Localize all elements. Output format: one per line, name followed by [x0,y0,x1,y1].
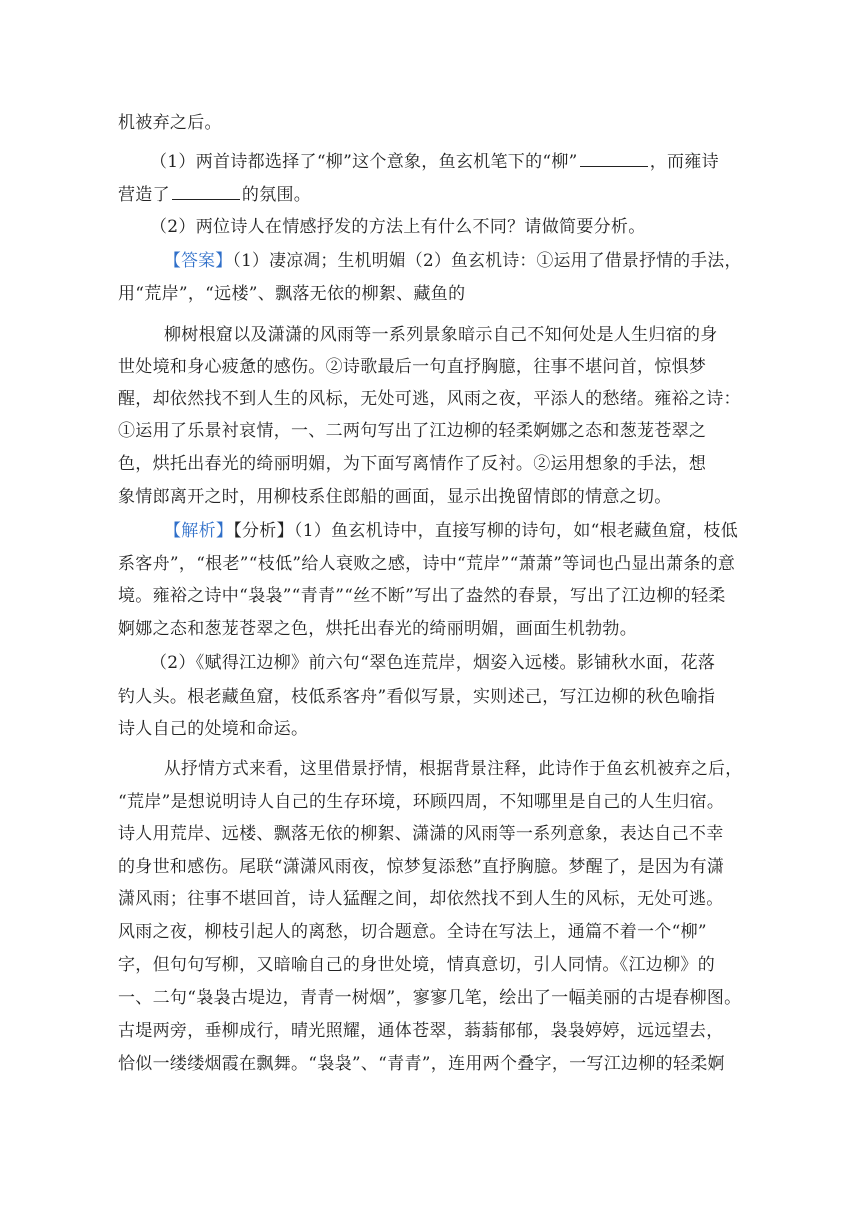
text-line: 古堤两旁，垂柳成行，晴光照耀，通体苍翠，蓊蓊郁郁，袅袅婷婷，远远望去， [118,1021,724,1041]
analysis-tag: 【解析】 [164,521,234,541]
text-line: 醒，却依然找不到人生的风标，无处可逃，风雨之夜，平添人的愁绪。雍裕之诗： [118,389,741,409]
answer-tag: 【答案】 [164,251,233,271]
answer-blank[interactable] [172,198,240,200]
text-line: 的身世和感伤。尾联“潇潇风雨夜，惊梦复添愁”直抒胸臆。梦醒了，是因为有潇 [118,857,725,877]
text-line: 系客舟”，“根老”“枝低”给人衰败之感，诗中“荒岸”“萧萧”等词也凸显出萧条的意 [118,554,736,574]
text-line: ①运用了乐景衬哀情，一、二两句写出了江边柳的轻柔婀娜之态和葱茏苍翠之 [118,421,707,441]
text-segment: （1）两首诗都选择了“柳”这个意象，鱼玄机笔下的“柳” [150,152,578,172]
text-line: 世处境和身心疲惫的感伤。②诗歌最后一句直抒胸臆，往事不堪问首，惊惧梦 [118,357,707,377]
text-line: 一、二句“袅袅古堤边，青青一树烟”，寥寥几笔，绘出了一幅美丽的古堤春柳图。 [118,988,742,1008]
text-line: （2）《赋得江边柳》前六句“翠色连荒岸，烟姿入远楼。影铺秋水面，花落 [150,653,716,673]
text-segment: 营造了 [118,185,170,205]
text-line: 恰似一缕缕烟霞在飘舞。“袅袅”、“青青”，连用两个叠字，一写江边柳的轻柔婀 [118,1054,725,1074]
text-line: 境。雍裕之诗中“袅袅”“青青”“丝不断”写出了盎然的春景，写出了江边柳的轻柔 [118,586,726,606]
question-1 [150,147,719,172]
text-segment: 【分析】（1）鱼玄机诗中，直接写柳的诗句，如“根老藏鱼窟，枝低 [233,521,739,541]
text-line: 从抒情方式来看，这里借景抒情，根据背景注释，此诗作于鱼玄机被弃之后， [164,759,743,779]
text-line: 色，烘托出春光的绮丽明媚，为下面写离情作了反衬。②运用想象的手法，想 [118,454,707,474]
text-line: 钓人头。根老藏鱼窟，枝低系客舟”看似写景，实则述己，写江边柳的秋色喻指 [118,687,716,707]
question-2: （2）两位诗人在情感抒发的方法上有什么不同？请做简要分析。 [150,217,646,237]
text-line: 柳树根窟以及潇潇的风雨等一系列景象暗示自己不知何处是人生归宿的身 [164,325,718,345]
analysis-line [164,516,738,541]
text-line: “荒岸”是想说明诗人自己的生存环境，环顾四周，不知哪里是自己的人生归宿。 [118,792,725,812]
text-segment: 的氛围。 [241,185,312,205]
text-line: 用“荒岸”，“远楼”、飘落无依的柳絮、藏鱼的 [118,284,466,304]
text-line: 字，但句句写柳，又暗喻自己的身世处境，情真意切，引人同情。《江边柳》的 [118,955,715,975]
question-1-cont [118,180,311,205]
text-line: 诗人自己的处境和命运。 [118,719,309,739]
text-segment: （1）凄凉凋；生机明媚（2）鱼玄机诗：①运用了借景抒情的手法， [232,251,742,271]
text-line: 潇风雨；往事不堪回首，诗人猛醒之间，却依然找不到人生的风标，无处可逃。 [118,889,724,909]
text-line: 婀娜之态和葱茏苍翠之色，烘托出春光的绮丽明媚，画面生机勃勃。 [118,619,637,639]
answer-blank[interactable] [580,165,648,167]
text-line: 机被弃之后。 [118,113,222,133]
answer-line [164,246,742,271]
text-line: 象情郎离开之时，用柳枝系住郎船的画面，显示出挽留情郎的情意之切。 [118,487,672,507]
text-line: 诗人用荒岸、远楼、飘落无依的柳絮、潇潇的风雨等一系列意象，表达自己不幸 [118,824,724,844]
text-line: 风雨之夜，柳枝引起人的离愁，切合题意。全诗在写法上，通篇不着一个“柳” [118,922,707,942]
text-segment: ，而雍诗 [649,152,719,172]
